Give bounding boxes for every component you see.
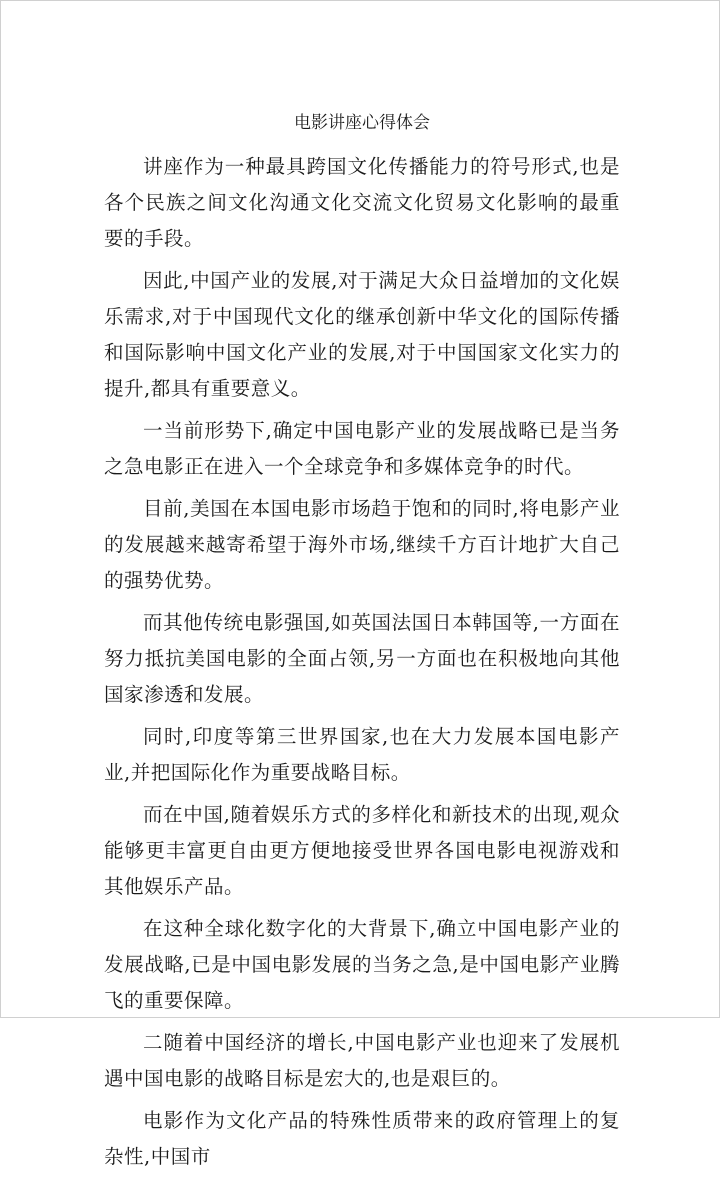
document-title: 电影讲座心得体会: [294, 113, 430, 133]
paragraph: 而其他传统电影强国,如英国法国日本韩国等,一方面在努力抵抗美国电影的全面占领,另一方面也在积极地向其他国家渗透和发展。: [104, 611, 620, 706]
paragraph: 同时,印度等第三世界国家,也在大力发展本国电影产业,并把国际化作为重要战略目标。: [104, 725, 620, 784]
paragraph: 讲座作为一种最具跨国文化传播能力的符号形式,也是各个民族之间文化沟通文化交流文化贸易文化影响的最重要的手段。: [104, 155, 620, 250]
paragraph: 而在中国,随着娱乐方式的多样化和新技术的出现,观众能够更丰富更自由更方便地接受世界各国电影电视游戏和其他娱乐产品。: [104, 803, 620, 898]
paragraph: 因此,中国产业的发展,对于满足大众日益增加的文化娱乐需求,对于中国现代文化的继承创新中华文化的国际传播和国际影响中国文化产业的发展,对于中国国家文化实力的提升,都具有重要意义。: [104, 269, 620, 400]
paragraph: 一当前形势下,确定中国电影产业的发展战略已是当务之急电影正在进入一个全球竞争和多媒体竞争的时代。: [104, 419, 620, 478]
paragraph: 目前,美国在本国电影市场趋于饱和的同时,将电影产业的发展越来越寄希望于海外市场,继续千方百计地扩大自己的强势优势。: [104, 497, 620, 592]
paragraph: 电影作为文化产品的特殊性质带来的政府管理上的复杂性,中国市: [104, 1109, 620, 1168]
document-body: [104, 111, 620, 1181]
paragraph: 二随着中国经济的增长,中国电影产业也迎来了发展机遇中国电影的战略目标是宏大的,也是艰巨的。: [104, 1031, 620, 1090]
paragraph: 在这种全球化数字化的大背景下,确立中国电影产业的发展战略,已是中国电影发展的当务之急,是中国电影产业腾飞的重要保障。: [104, 917, 620, 1012]
